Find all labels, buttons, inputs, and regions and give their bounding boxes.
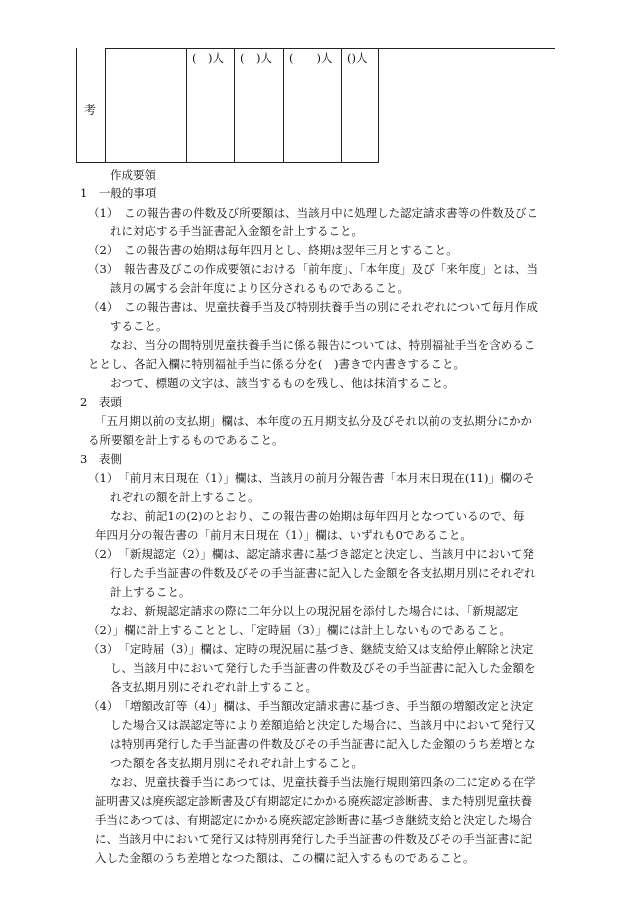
table-col-line [234, 48, 235, 163]
section-heading: 1 一般的事項 [80, 186, 157, 200]
table-cell-count: ()人 [347, 51, 368, 65]
instructions-heading: 作成要領 [110, 168, 156, 182]
paragraph-line: 手当にあつては、有期認定にかかる廃疾認定診断書に基づき継続支給と決定した場合 [95, 813, 532, 827]
table-cell-count: ( )人 [289, 51, 333, 65]
paragraph-line: 該月の属する会計年度により区分されるものであること。 [110, 281, 409, 295]
paragraph-line: 計上すること。 [110, 585, 191, 599]
paragraph-line: れぞれの額を計上すること。 [110, 490, 260, 504]
table-col-line [341, 48, 342, 163]
table-bottom-border [76, 162, 378, 163]
paragraph-line: なお、新規認定請求の際に二年分以上の現況届を添付した場合には、「新規認定 [110, 604, 519, 618]
table-row-label: 考 [84, 103, 97, 117]
paragraph-line: （2）」欄に計上することとし、「定時届（3）」欄には計上しないものであること。 [88, 623, 511, 637]
paragraph-line: 行した手当証書の件数及びその手当証書に記入した金額を各支払期月別にそれぞれ [110, 566, 536, 580]
paragraph-line: （1） 「前月末日現在（1）」欄は、当該月の前月分報告書「本月末日現在(11)」欄のそ [88, 471, 535, 485]
paragraph-line: （2） 「新規認定（2）」欄は、認定請求書に基づき認定と決定し、当該月中において発 [88, 547, 534, 561]
paragraph-line: なお、児童扶養手当にあつては、児童扶養手当法施行規則第四条の二に定める在学 [110, 775, 536, 789]
paragraph-line: つた額を各支払期月別にそれぞれ計上すること。 [110, 756, 363, 770]
paragraph-line: 入した金額のうち差増となつた額は、この欄に記入するものであること。 [95, 851, 475, 865]
paragraph-line: すること。 [110, 319, 168, 333]
paragraph-line: なお、当分の間特別児童扶養手当に係る報告については、特別福祉手当を含めるこ [110, 338, 536, 352]
paragraph-line: ととし、各記入欄に特別福祉手当に係る分を( )書きで内書きすること。 [88, 357, 465, 371]
paragraph-line: （2） この報告書の始期は毎年四月とし、終期は翌年三月とすること。 [88, 243, 458, 257]
paragraph-line: 年四月分の報告書の「前月末日現在（1）」欄は、いずれも0であること。 [95, 528, 472, 542]
paragraph-line: に、当該月中において発行又は特別再発行した手当証書の件数及びその手当証書に記 [95, 832, 532, 846]
paragraph-line: 証明書又は廃疾認定診断書及び有期認定にかかる廃疾認定診断書、また特別児童扶養 [95, 794, 532, 808]
paragraph-line: （1） この報告書の件数及び所要額は、当該月中に処理した認定請求書等の件数及びこ [88, 206, 539, 220]
table-col-line [76, 48, 77, 163]
section-heading: 2 表頭 [80, 395, 122, 409]
summary-table-fragment [0, 0, 630, 170]
paragraph-line: （3） 「定時届（3）」欄は、定時の現況届に基づき、継続支給又は支給停止解除と決定 [88, 642, 534, 656]
paragraph-line: れに対応する手当証書記入金額を計上すること。 [110, 224, 363, 238]
table-col-line [378, 48, 379, 163]
paragraph-line: （4） 「増額改訂等（4）」欄は、手当額改定請求書に基づき、手当額の増額改定と決定 [88, 699, 534, 713]
paragraph-line: 各支払期月別にそれぞれ計上すること。 [110, 680, 317, 694]
paragraph-line: る所要額を計上するものであること。 [88, 433, 284, 447]
paragraph-line: は特別再発行した手当証書の件数及びその手当証書に記入した金額のうち差増とな [110, 737, 536, 751]
paragraph-line: 「五月期以前の支払期」欄は、本年度の五月期支払分及びそれ以前の支払期分にかか [95, 414, 532, 428]
table-cell-count: ( )人 [192, 51, 224, 65]
table-col-line [283, 48, 284, 163]
table-cell-count: ( )人 [240, 51, 272, 65]
table-col-line [186, 48, 187, 163]
paragraph-line: し、当該月中において発行した手当証書の件数及びその手当証書に記入した金額を [110, 661, 536, 675]
table-top-border [105, 48, 555, 49]
section-heading: 3 表側 [80, 452, 122, 466]
table-col-line [105, 48, 106, 163]
paragraph-line: なお、前記1の(2)のとおり、この報告書の始期は毎年四月となつているので、毎 [110, 509, 525, 523]
paragraph-line: （3） 報告書及びこの作成要領における「前年度」、「本年度」及び「来年度」とは、当 [88, 262, 539, 276]
paragraph-line: おつて、標題の文字は、該当するものを残し、他は抹消すること。 [110, 376, 455, 390]
paragraph-line: した場合又は誤認定等により差額追給と決定した場合に、当該月中において発行又 [110, 718, 536, 732]
paragraph-line: （4） この報告書は、児童扶養手当及び特別扶養手当の別にそれぞれについて毎月作成 [88, 300, 538, 314]
